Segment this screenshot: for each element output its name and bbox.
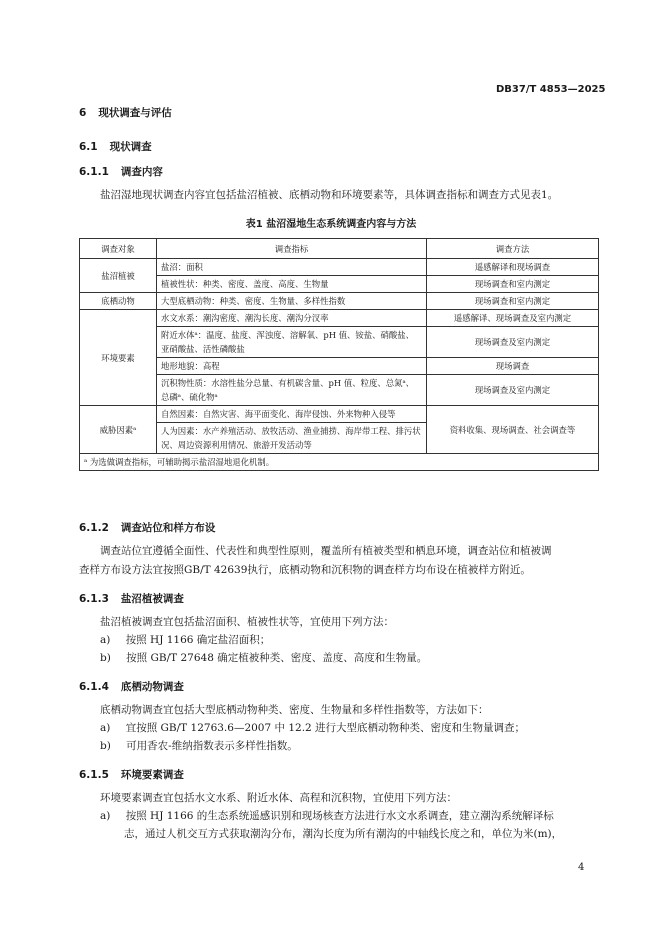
method-cell: 现场调查	[427, 358, 599, 375]
list-marker: a)	[100, 722, 111, 734]
clause-number: 6.1.3	[79, 593, 109, 605]
method-cell: 现场调查及室内测定	[427, 375, 599, 406]
list-text: 按照 HJ 1166 的生态系统遥感识别和现场核查方法进行水文水系调查，建立潮沟系统解译标	[125, 810, 554, 822]
subsection-number: 6.1	[79, 141, 98, 153]
paragraph-line: 调查站位宜遵循全面性、代表性和典型性原则，覆盖所有植被类型和栖息环境，调查站位和植被调	[100, 545, 552, 557]
clause-title: 调查内容	[120, 166, 163, 178]
clause-heading	[79, 520, 215, 535]
indicator-cell: 地形地貌：高程	[157, 358, 427, 375]
table-row	[80, 259, 599, 276]
clause-heading	[79, 591, 184, 606]
paragraph: 底栖动物调查宜包括大型底栖动物种类、密度、生物量和多样性指数等，方法如下：	[100, 704, 489, 716]
section-title: 现状调查与评估	[98, 107, 172, 119]
table-row	[80, 293, 599, 310]
clause-title: 环境要素调查	[120, 769, 184, 781]
list-marker: b)	[100, 740, 111, 752]
list-text: 可用香农-维纳指数表示多样性指数。	[126, 740, 298, 752]
list-item	[100, 807, 554, 826]
list-item	[100, 719, 525, 738]
indicator-cell: 水文水系：潮沟密度、潮沟长度、潮沟分汊率	[157, 310, 427, 327]
group-cell: 环境要素	[80, 310, 157, 406]
list-marker: b)	[100, 652, 111, 664]
clause-title: 盐沼植被调查	[120, 593, 184, 605]
indicator-cell: 大型底栖动物：种类、密度、生物量、多样性指数	[157, 293, 427, 310]
paragraph-line: 查样方布设方法宜按照GB/T 42639执行，底栖动物和沉积物的调查样方均布设在植被样方附近。	[79, 564, 531, 576]
table-header-cell: 调查对象	[80, 239, 157, 259]
table-header-row	[80, 239, 599, 259]
clause-number: 6.1.4	[79, 681, 109, 693]
method-cell: 现场调查和室内测定	[427, 293, 599, 310]
list-item	[100, 631, 270, 650]
indicator-cell: 自然因素：自然灾害、海平面变化、海岸侵蚀、外来物种入侵等	[157, 406, 427, 423]
method-cell: 遥感解译、现场调查及室内测定	[427, 310, 599, 327]
clause-heading	[79, 164, 163, 179]
subsection-heading	[79, 139, 152, 154]
paragraph: 盐沼植被调查宜包括盐沼面积、植被性状等，宜使用下列方法：	[100, 616, 394, 628]
table-header-cell: 调查指标	[157, 239, 427, 259]
indicator-cell: 沉积物性质：水溶性盐分总量、有机碳含量、pH 值、粒度、总氮ᵃ、总磷ᵃ、硫化物ᵃ	[157, 375, 427, 406]
list-text: 宜按照 GB/T 12763.6—2007 中 12.2 进行大型底栖动物种类、密度和生物量调查；	[125, 722, 526, 734]
method-cell: 现场调查及室内测定	[427, 327, 599, 358]
table-row	[80, 327, 599, 358]
table-footnote-row	[80, 454, 599, 471]
survey-table	[79, 238, 599, 471]
indicator-cell: 盐沼：面积	[157, 259, 427, 276]
group-cell: 威胁因素ᵃ	[80, 406, 157, 454]
table-row	[80, 406, 599, 423]
indicator-cell: 人为因素：水产养殖活动、放牧活动、渔业捕捞、海岸带工程、排污状况、周边资源利用情况、旅游开发活动等	[157, 423, 427, 454]
list-text: 按照 HJ 1166 确定盐沼面积；	[125, 634, 271, 646]
clause-heading	[79, 679, 184, 694]
clause-title: 调查站位和样方布设	[120, 522, 216, 534]
list-marker: a)	[100, 810, 111, 822]
clause-number: 6.1.2	[79, 522, 109, 534]
method-cell: 遥感解译和现场调查	[427, 259, 599, 276]
clause-number: 6.1.5	[79, 769, 109, 781]
method-cell: 资料收集、现场调查、社会调查等	[427, 406, 599, 454]
document-code: DB37/T 4853—2025	[496, 84, 606, 95]
table-row	[80, 310, 599, 327]
list-marker: a)	[100, 634, 111, 646]
page-number: 4	[578, 862, 585, 873]
group-cell: 盐沼植被	[80, 259, 157, 293]
clause-title: 底栖动物调查	[120, 681, 184, 693]
paragraph: 盐沼湿地现状调查内容宜包括盐沼植被、底栖动物和环境要素等，具体调查指标和调查方式见表1。	[100, 189, 559, 201]
group-cell: 底栖动物	[80, 293, 157, 310]
table-caption: 表1 盐沼湿地生态系统调查内容与方法	[245, 219, 417, 230]
clause-number: 6.1.1	[79, 166, 109, 178]
indicator-cell: 附近水体ᵃ：温度、盐度、浑浊度、溶解氧、pH 值、铵盐、硝酸盐、亚硝酸盐、活性磷酸盐	[157, 327, 427, 358]
table-row	[80, 358, 599, 375]
method-cell: 现场调查和室内测定	[427, 276, 599, 293]
table-header-cell: 调查方法	[427, 239, 599, 259]
list-continuation: 志，通过人机交互方式获取潮沟分布，潮沟长度为所有潮沟的中轴线长度之和，单位为米(m)，	[124, 828, 563, 840]
indicator-cell: 植被性状：种类、密度、盖度、高度、生物量	[157, 276, 427, 293]
list-text: 按照 GB/T 27648 确定植被种类、密度、盖度、高度和生物量。	[126, 652, 428, 664]
section-number: 6	[79, 107, 87, 119]
paragraph: 环境要素调查宜包括水文水系、附近水体、高程和沉积物，宜使用下列方法：	[100, 792, 457, 804]
table-row	[80, 375, 599, 406]
list-item	[100, 737, 298, 756]
subsection-title: 现状调查	[109, 141, 152, 153]
section-heading	[79, 105, 172, 120]
table-row	[80, 276, 599, 293]
list-item	[100, 649, 427, 668]
table-footnote: ᵃ 为选做调查指标，可辅助揭示盐沼湿地退化机制。	[80, 454, 599, 471]
clause-heading	[79, 767, 184, 782]
